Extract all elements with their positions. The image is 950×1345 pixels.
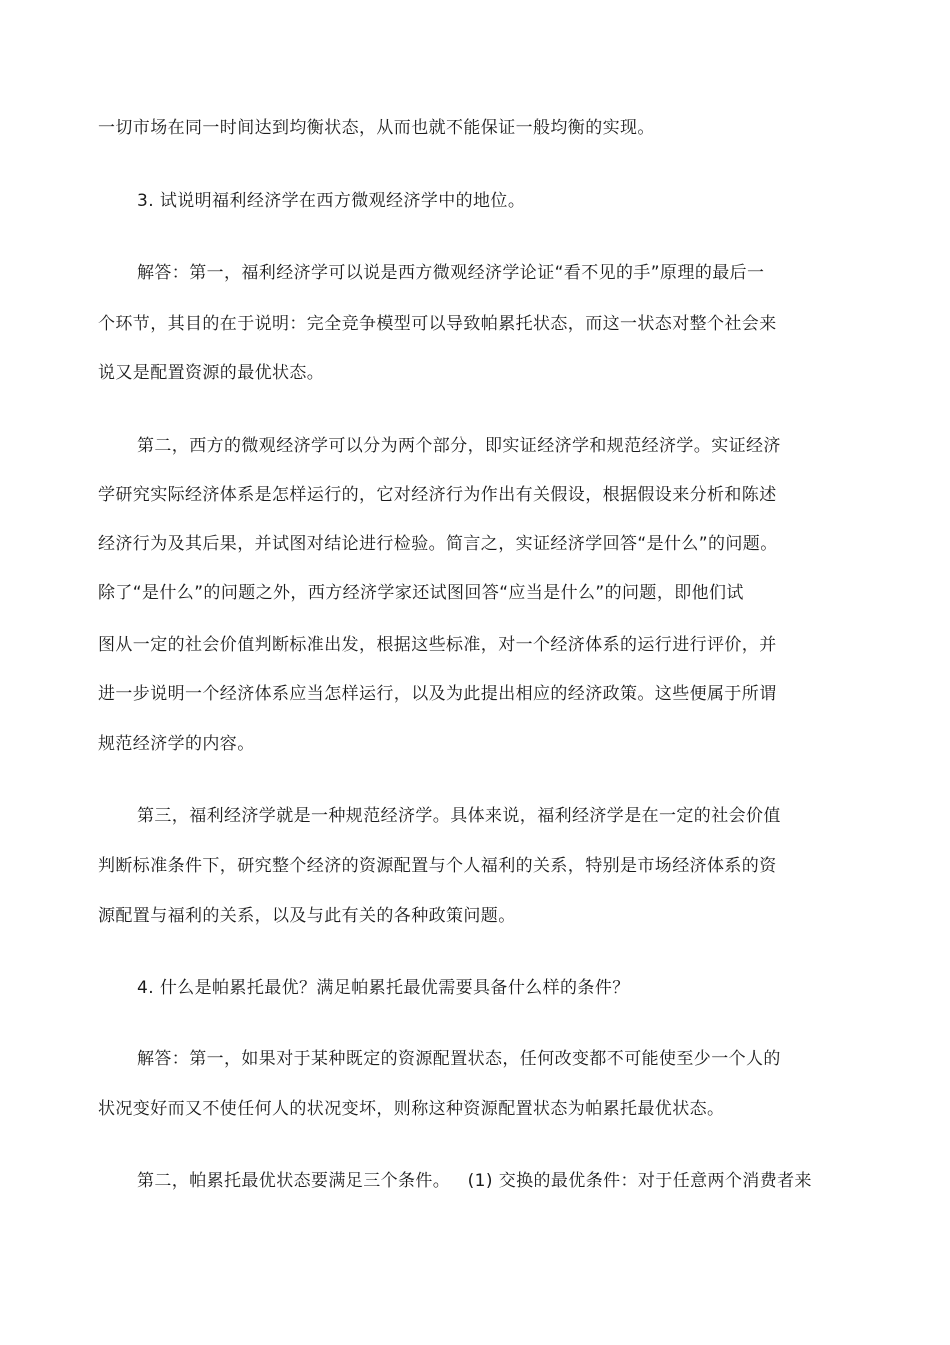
answer-3-para-2-line-3: 经济行为及其后果，并试图对结论进行检验。简言之，实证经济学回答“是什么”的问题。: [98, 534, 778, 554]
answer-4-para-2-line-1: 第二，帕累托最优状态要满足三个条件。 (1) 交换的最优条件：对于任意两个消费者来: [137, 1171, 812, 1191]
answer-3-para-3-line-2: 判断标准条件下，研究整个经济的资源配置与个人福利的关系，特别是市场经济体系的资: [98, 856, 777, 876]
answer-3-para-1-line-1: 解答：第一，福利经济学可以说是西方微观经济学论证“看不见的手”原理的最后一: [137, 263, 765, 283]
answer-4-para-1-line-1: 解答：第一，如果对于某种既定的资源配置状态，任何改变都不可能使至少一个人的: [137, 1049, 781, 1069]
answer-3-para-2-line-2: 学研究实际经济体系是怎样运行的，它对经济行为作出有关假设，根据假设来分析和陈述: [98, 485, 777, 505]
answer-3-para-3-line-3: 源配置与福利的关系，以及与此有关的各种政策问题。: [98, 906, 516, 926]
answer-3-para-2-line-7: 规范经济学的内容。: [98, 734, 255, 754]
answer-3-para-1-line-3: 说又是配置资源的最优状态。: [98, 363, 325, 383]
answer-4-para-1-line-2: 状况变好而又不使任何人的状况变坏，则称这种资源配置状态为帕累托最优状态。: [98, 1099, 725, 1119]
answer-3-para-2-line-4: 除了“是什么”的问题之外，西方经济学家还试图回答“应当是什么”的问题，即他们试: [98, 583, 744, 603]
answer-3-para-1-line-2: 个环节，其目的在于说明：完全竞争模型可以导致帕累托状态，而这一状态对整个社会来: [98, 314, 777, 334]
answer-3-para-3-line-1: 第三，福利经济学就是一种规范经济学。具体来说，福利经济学是在一定的社会价值: [137, 806, 781, 826]
text-line-continuation: 一切市场在同一时间达到均衡状态，从而也就不能保证一般均衡的实现。: [98, 118, 655, 138]
answer-3-para-2-line-5: 图从一定的社会价值判断标准出发，根据这些标准，对一个经济体系的运行进行评价，并: [98, 635, 777, 655]
question-3-heading: 3. 试说明福利经济学在西方微观经济学中的地位。: [137, 191, 526, 211]
answer-3-para-2-line-1: 第二，西方的微观经济学可以分为两个部分，即实证经济学和规范经济学。实证经济: [137, 436, 781, 456]
answer-3-para-2-line-6: 进一步说明一个经济体系应当怎样运行，以及为此提出相应的经济政策。这些便属于所谓: [98, 684, 777, 704]
question-4-heading: 4. 什么是帕累托最优？满足帕累托最优需要具备什么样的条件？: [137, 978, 630, 998]
